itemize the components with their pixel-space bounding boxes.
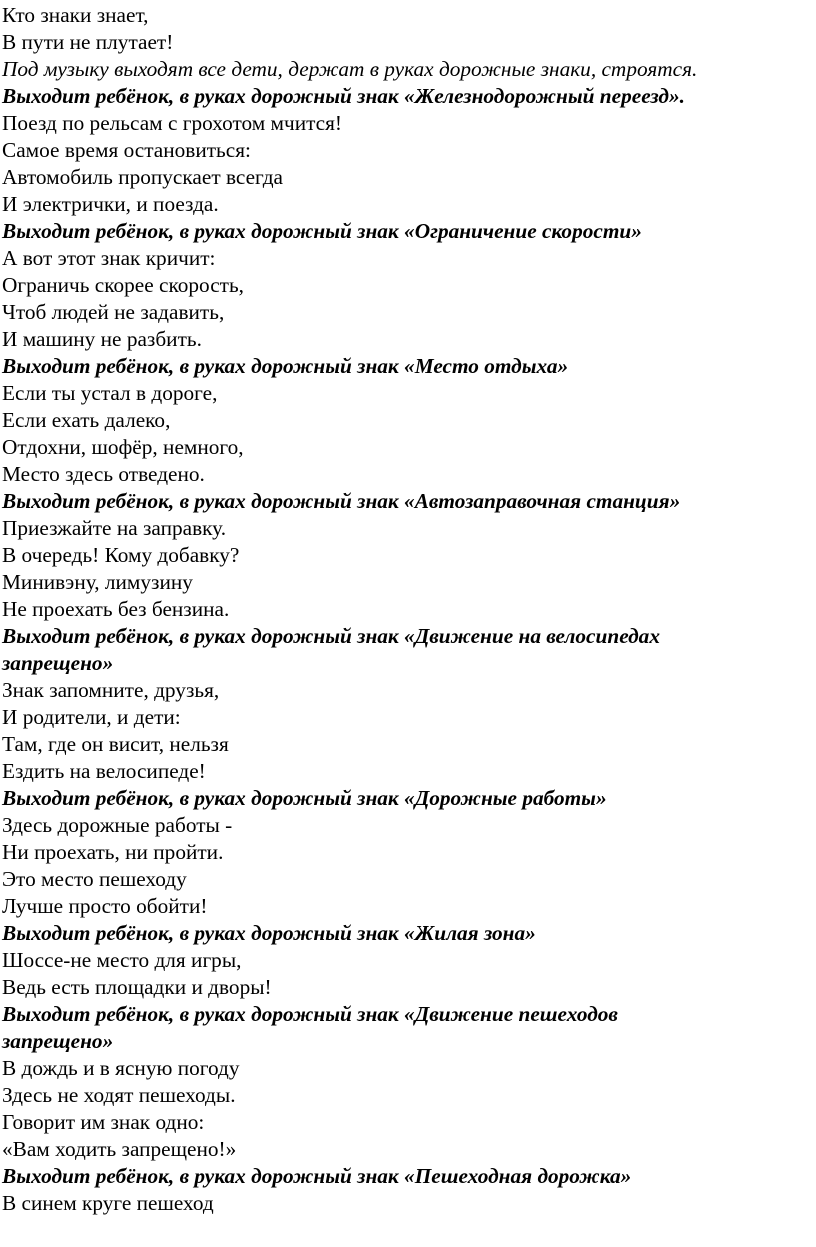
poem-line: Знак запомните, друзья, — [2, 678, 220, 702]
poem-line: Если ты устал в дороге, — [2, 381, 218, 405]
sign-heading: Выходит ребёнок, в руках дорожный знак «Пешеходная дорожка» — [2, 1164, 632, 1188]
poem-line: Приезжайте на заправку. — [2, 516, 227, 540]
poem-line: Если ехать далеко, — [2, 408, 171, 432]
poem-line: В пути не плутает! — [2, 30, 174, 54]
sign-heading: Выходит ребёнок, в руках дорожный знак «Дорожные работы» — [2, 786, 607, 810]
poem-line: Ездить на велосипеде! — [2, 759, 206, 783]
poem-line: Место здесь отведено. — [2, 462, 205, 486]
poem-line: И электрички, и поезда. — [2, 192, 219, 216]
poem-line: Говорит им знак одно: — [2, 1110, 205, 1134]
poem-line: Ни проехать, ни пройти. — [2, 840, 224, 864]
sign-heading: Выходит ребёнок, в руках дорожный знак «Жилая зона» — [2, 921, 536, 945]
poem-line: Здесь дорожные работы - — [2, 813, 233, 837]
poem-line: Здесь не ходят пешеходы. — [2, 1083, 236, 1107]
poem-line: В синем круге пешеход — [2, 1191, 214, 1215]
poem-line: Поезд по рельсам с грохотом мчится! — [2, 111, 343, 135]
sign-heading-continued: запрещено» — [2, 1029, 114, 1053]
poem-line: Ограничь скорее скорость, — [2, 273, 244, 297]
poem-line: А вот этот знак кричит: — [2, 246, 216, 270]
sign-heading: Выходит ребёнок, в руках дорожный знак «Ограничение скорости» — [2, 219, 642, 243]
poem-line: Шоссе-не место для игры, — [2, 948, 242, 972]
sign-heading: Выходит ребёнок, в руках дорожный знак «Железнодорожный переезд». — [2, 84, 685, 108]
sign-heading: Выходит ребёнок, в руках дорожный знак «Место отдыха» — [2, 354, 569, 378]
poem-line: Чтоб людей не задавить, — [2, 300, 225, 324]
poem-line: В очередь! Кому добавку? — [2, 543, 240, 567]
poem-line: В дождь и в ясную погоду — [2, 1056, 240, 1080]
poem-line: Это место пешеходу — [2, 867, 187, 891]
poem-line: Ведь есть площадки и дворы! — [2, 975, 272, 999]
poem-line: Там, где он висит, нельзя — [2, 732, 229, 756]
poem-line: Не проехать без бензина. — [2, 597, 230, 621]
stage-direction: Под музыку выходят все дети, держат в руках дорожные знаки, строятся. — [2, 57, 698, 81]
poem-line: Кто знаки знает, — [2, 3, 149, 27]
poem-line: Самое время остановиться: — [2, 138, 251, 162]
poem-line: «Вам ходить запрещено!» — [2, 1137, 237, 1161]
sign-heading: Выходит ребёнок, в руках дорожный знак «Автозаправочная станция» — [2, 489, 681, 513]
sign-heading-continued: запрещено» — [2, 651, 114, 675]
poem-line: Автомобиль пропускает всегда — [2, 165, 284, 189]
poem-line: Лучше просто обойти! — [2, 894, 208, 918]
poem-line: И машину не разбить. — [2, 327, 202, 351]
sign-heading: Выходит ребёнок, в руках дорожный знак «Движение пешеходов — [2, 1002, 618, 1026]
poem-line: Отдохни, шофёр, немного, — [2, 435, 244, 459]
poem-line: Минивэну, лимузину — [2, 570, 193, 594]
sign-heading: Выходит ребёнок, в руках дорожный знак «Движение на велосипедах — [2, 624, 660, 648]
poem-line: И родители, и дети: — [2, 705, 181, 729]
